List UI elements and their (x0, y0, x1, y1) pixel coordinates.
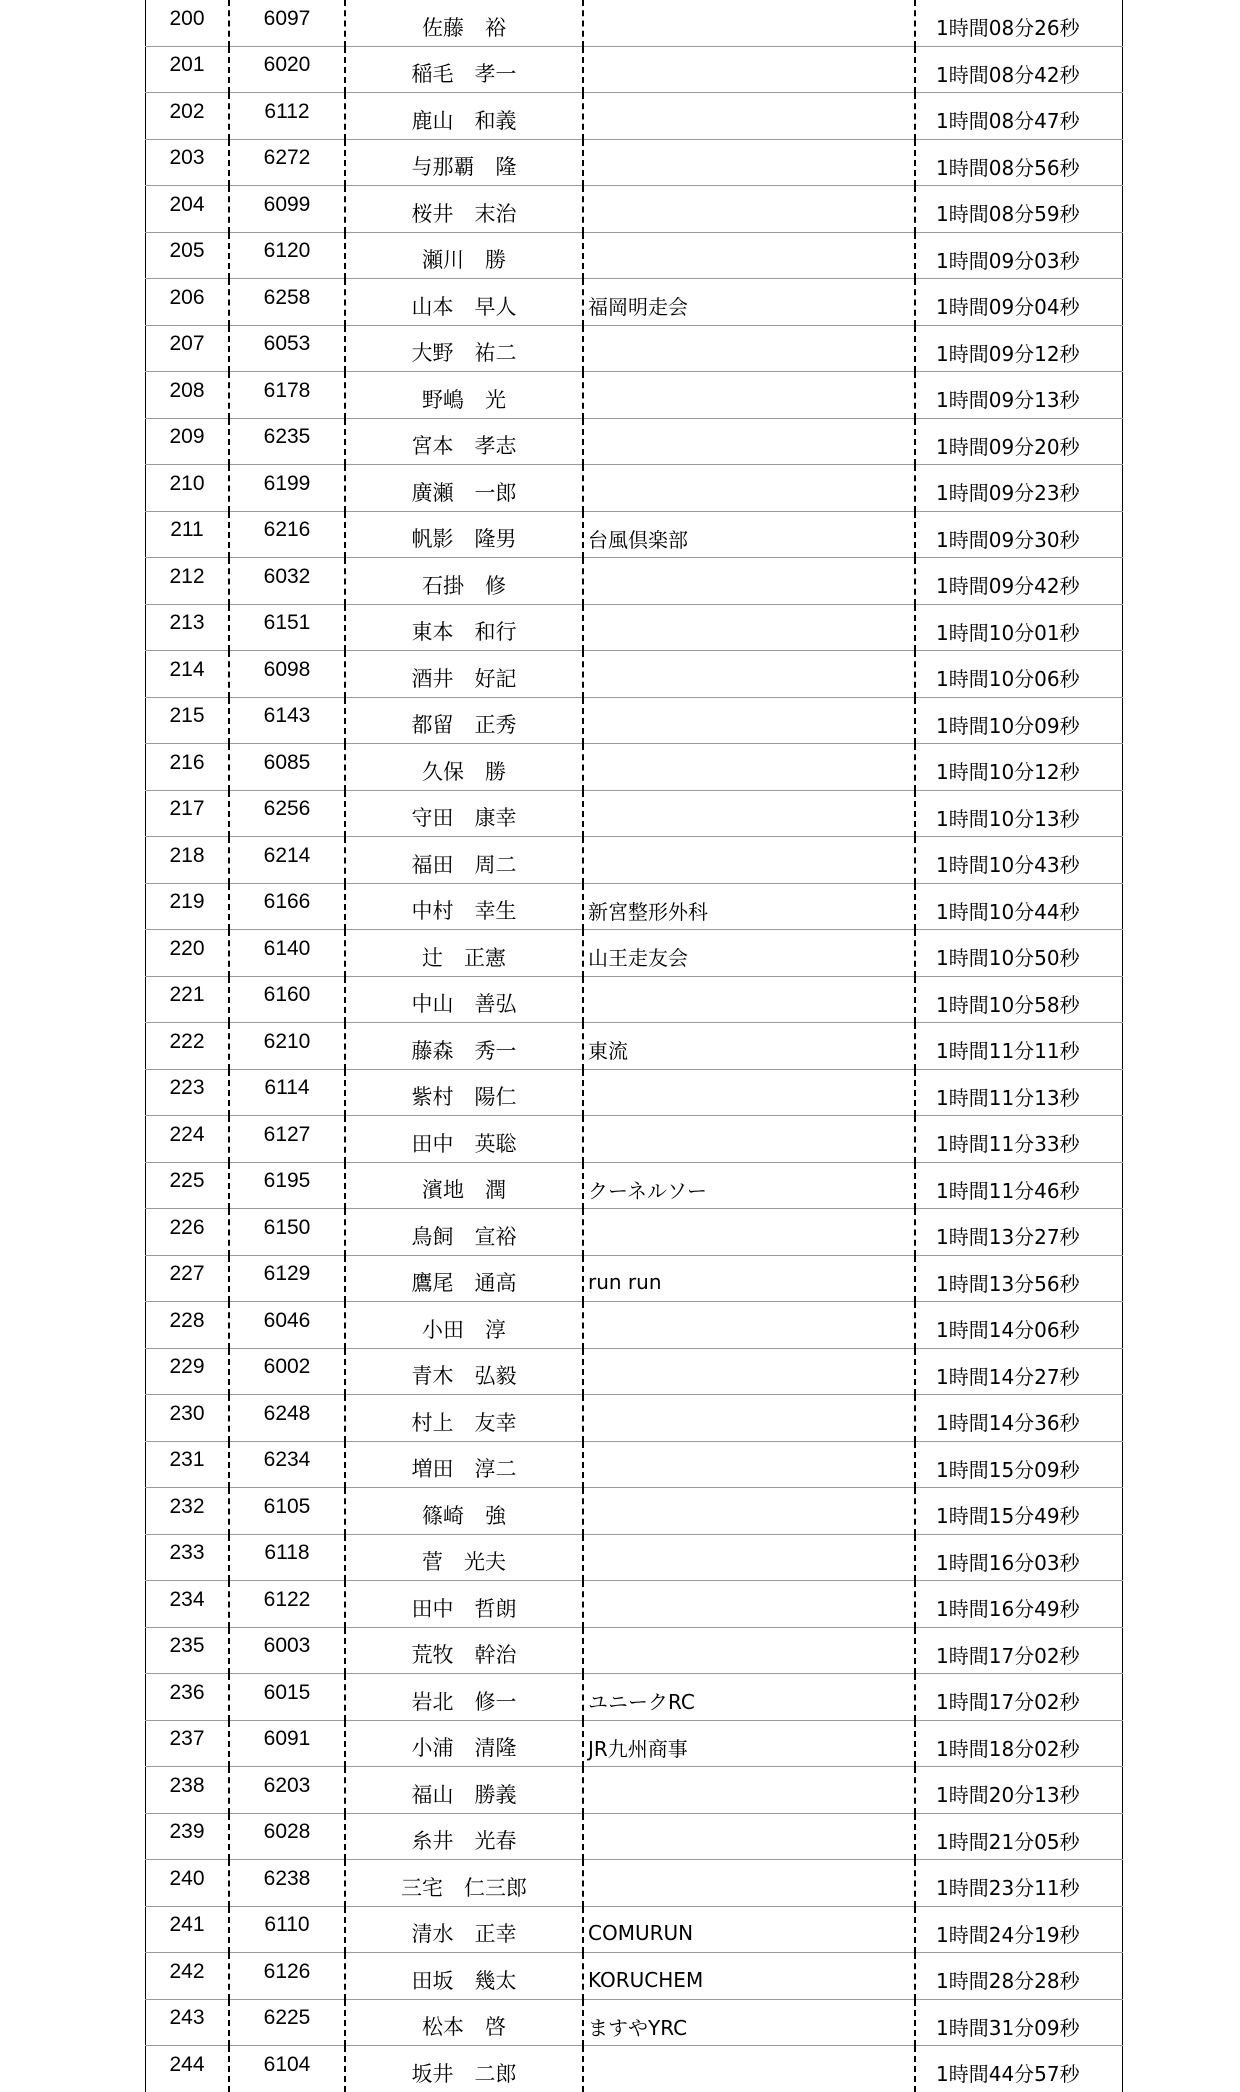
club-cell (583, 139, 915, 186)
rank-cell: 242 (146, 1953, 230, 2000)
finish-time-cell: 1時間11分13秒 (915, 1069, 1123, 1116)
bib-cell: 6225 (229, 1999, 345, 2046)
club-cell: COMURUN (583, 1906, 915, 1953)
bib-cell: 6150 (229, 1209, 345, 1256)
bib-cell: 6032 (229, 558, 345, 605)
rank-cell: 216 (146, 744, 230, 791)
runner-name-cell: 村上 友幸 (345, 1395, 583, 1442)
runner-name-cell: 篠崎 強 (345, 1488, 583, 1535)
table-row (146, 604, 1123, 651)
table-row (146, 837, 1123, 884)
runner-name-cell: 宮本 孝志 (345, 418, 583, 465)
bib-cell: 6235 (229, 418, 345, 465)
finish-time-cell: 1時間14分27秒 (915, 1348, 1123, 1395)
rank-cell: 226 (146, 1209, 230, 1256)
runner-name-cell: 小浦 清隆 (345, 1720, 583, 1767)
runner-name-cell: 大野 祐二 (345, 325, 583, 372)
rank-cell: 200 (146, 0, 230, 46)
bib-cell: 6140 (229, 930, 345, 977)
finish-time-cell: 1時間44分57秒 (915, 2046, 1123, 2092)
finish-time-cell: 1時間09分42秒 (915, 558, 1123, 605)
rank-cell: 219 (146, 883, 230, 930)
table-row (146, 558, 1123, 605)
bib-cell: 6195 (229, 1162, 345, 1209)
club-cell (583, 46, 915, 93)
finish-time-cell: 1時間10分58秒 (915, 976, 1123, 1023)
club-cell (583, 2046, 915, 2092)
runner-name-cell: 荒牧 幹治 (345, 1627, 583, 1674)
bib-cell: 6098 (229, 651, 345, 698)
runner-name-cell: 東本 和行 (345, 604, 583, 651)
runner-name-cell: 糸井 光春 (345, 1813, 583, 1860)
bib-cell: 6046 (229, 1302, 345, 1349)
finish-time-cell: 1時間23分11秒 (915, 1860, 1123, 1907)
table-row (146, 1813, 1123, 1860)
club-cell (583, 1069, 915, 1116)
table-row (146, 1209, 1123, 1256)
rank-cell: 228 (146, 1302, 230, 1349)
runner-name-cell: 桜井 末治 (345, 186, 583, 233)
bib-cell: 6003 (229, 1627, 345, 1674)
bib-cell: 6053 (229, 325, 345, 372)
bib-cell: 6214 (229, 837, 345, 884)
club-cell: ユニークRC (583, 1674, 915, 1721)
runner-name-cell: 山本 早人 (345, 279, 583, 326)
table-row (146, 465, 1123, 512)
bib-cell: 6248 (229, 1395, 345, 1442)
runner-name-cell: 紫村 陽仁 (345, 1069, 583, 1116)
table-row (146, 651, 1123, 698)
bib-cell: 6091 (229, 1720, 345, 1767)
runner-name-cell: 中山 善弘 (345, 976, 583, 1023)
runner-name-cell: 瀬川 勝 (345, 232, 583, 279)
bib-cell: 6114 (229, 1069, 345, 1116)
club-cell (583, 651, 915, 698)
runner-name-cell: 石掛 修 (345, 558, 583, 605)
finish-time-cell: 1時間31分09秒 (915, 1999, 1123, 2046)
club-cell (583, 1767, 915, 1814)
club-cell: 福岡明走会 (583, 279, 915, 326)
rank-cell: 210 (146, 465, 230, 512)
rank-cell: 209 (146, 418, 230, 465)
finish-time-cell: 1時間15分09秒 (915, 1441, 1123, 1488)
rank-cell: 220 (146, 930, 230, 977)
rank-cell: 238 (146, 1767, 230, 1814)
finish-time-cell: 1時間11分33秒 (915, 1116, 1123, 1163)
club-cell (583, 1534, 915, 1581)
runner-name-cell: 福山 勝義 (345, 1767, 583, 1814)
rank-cell: 241 (146, 1906, 230, 1953)
table-row (146, 0, 1123, 46)
runner-name-cell: 三宅 仁三郎 (345, 1860, 583, 1907)
table-row (146, 883, 1123, 930)
bib-cell: 6122 (229, 1581, 345, 1628)
runner-name-cell: 酒井 好記 (345, 651, 583, 698)
table-row (146, 1302, 1123, 1349)
club-cell (583, 232, 915, 279)
club-cell (583, 976, 915, 1023)
club-cell: 山王走友会 (583, 930, 915, 977)
table-row (146, 1069, 1123, 1116)
rank-cell: 214 (146, 651, 230, 698)
rank-cell: 243 (146, 1999, 230, 2046)
table-row (146, 697, 1123, 744)
bib-cell: 6104 (229, 2046, 345, 2092)
bib-cell: 6258 (229, 279, 345, 326)
club-cell (583, 1488, 915, 1535)
rank-cell: 203 (146, 139, 230, 186)
table-row (146, 976, 1123, 1023)
results-table (145, 0, 1123, 2092)
bib-cell: 6105 (229, 1488, 345, 1535)
table-row (146, 418, 1123, 465)
rank-cell: 232 (146, 1488, 230, 1535)
rank-cell: 223 (146, 1069, 230, 1116)
rank-cell: 230 (146, 1395, 230, 1442)
bib-cell: 6256 (229, 790, 345, 837)
bib-cell: 6234 (229, 1441, 345, 1488)
bib-cell: 6272 (229, 139, 345, 186)
rank-cell: 207 (146, 325, 230, 372)
club-cell (583, 93, 915, 140)
finish-time-cell: 1時間10分06秒 (915, 651, 1123, 698)
table-row (146, 1116, 1123, 1163)
club-cell (583, 418, 915, 465)
finish-time-cell: 1時間13分27秒 (915, 1209, 1123, 1256)
finish-time-cell: 1時間09分13秒 (915, 372, 1123, 419)
club-cell (583, 1860, 915, 1907)
bib-cell: 6099 (229, 186, 345, 233)
club-cell: JR九州商事 (583, 1720, 915, 1767)
table-row (146, 93, 1123, 140)
table-row (146, 1348, 1123, 1395)
rank-cell: 205 (146, 232, 230, 279)
runner-name-cell: 鹿山 和義 (345, 93, 583, 140)
runner-name-cell: 鷹尾 通高 (345, 1255, 583, 1302)
runner-name-cell: 菅 光夫 (345, 1534, 583, 1581)
runner-name-cell: 田中 哲朗 (345, 1581, 583, 1628)
finish-time-cell: 1時間13分56秒 (915, 1255, 1123, 1302)
finish-time-cell: 1時間16分49秒 (915, 1581, 1123, 1628)
runner-name-cell: 鳥飼 宣裕 (345, 1209, 583, 1256)
rank-cell: 233 (146, 1534, 230, 1581)
finish-time-cell: 1時間20分13秒 (915, 1767, 1123, 1814)
table-row (146, 1627, 1123, 1674)
rank-cell: 231 (146, 1441, 230, 1488)
bib-cell: 6085 (229, 744, 345, 791)
finish-time-cell: 1時間10分44秒 (915, 883, 1123, 930)
rank-cell: 211 (146, 511, 230, 558)
rank-cell: 234 (146, 1581, 230, 1628)
club-cell: 東流 (583, 1023, 915, 1070)
club-cell (583, 697, 915, 744)
club-cell: 台風倶楽部 (583, 511, 915, 558)
club-cell (583, 837, 915, 884)
runner-name-cell: 小田 淳 (345, 1302, 583, 1349)
runner-name-cell: 岩北 修一 (345, 1674, 583, 1721)
finish-time-cell: 1時間10分13秒 (915, 790, 1123, 837)
bib-cell: 6151 (229, 604, 345, 651)
table-row (146, 1441, 1123, 1488)
runner-name-cell: 稲毛 孝一 (345, 46, 583, 93)
rank-cell: 229 (146, 1348, 230, 1395)
rank-cell: 212 (146, 558, 230, 605)
club-cell (583, 1581, 915, 1628)
runner-name-cell: 辻 正憲 (345, 930, 583, 977)
club-cell (583, 1209, 915, 1256)
finish-time-cell: 1時間08分56秒 (915, 139, 1123, 186)
table-row (146, 1860, 1123, 1907)
bib-cell: 6127 (229, 1116, 345, 1163)
table-row (146, 1999, 1123, 2046)
finish-time-cell: 1時間08分26秒 (915, 0, 1123, 46)
club-cell (583, 1627, 915, 1674)
runner-name-cell: 佐藤 裕 (345, 0, 583, 46)
runner-name-cell: 藤森 秀一 (345, 1023, 583, 1070)
finish-time-cell: 1時間10分09秒 (915, 697, 1123, 744)
rank-cell: 208 (146, 372, 230, 419)
finish-time-cell: 1時間09分03秒 (915, 232, 1123, 279)
rank-cell: 215 (146, 697, 230, 744)
rank-cell: 236 (146, 1674, 230, 1721)
club-cell (583, 1302, 915, 1349)
finish-time-cell: 1時間21分05秒 (915, 1813, 1123, 1860)
table-row (146, 1162, 1123, 1209)
table-row (146, 1581, 1123, 1628)
table-row (146, 46, 1123, 93)
rank-cell: 227 (146, 1255, 230, 1302)
table-row (146, 1395, 1123, 1442)
club-cell: 新宮整形外科 (583, 883, 915, 930)
finish-time-cell: 1時間15分49秒 (915, 1488, 1123, 1535)
club-cell: クーネルソー (583, 1162, 915, 1209)
table-row (146, 186, 1123, 233)
club-cell (583, 1116, 915, 1163)
table-row (146, 139, 1123, 186)
table-row (146, 744, 1123, 791)
runner-name-cell: 濱地 潤 (345, 1162, 583, 1209)
runner-name-cell: 田坂 幾太 (345, 1953, 583, 2000)
rank-cell: 237 (146, 1720, 230, 1767)
runner-name-cell: 野嶋 光 (345, 372, 583, 419)
runner-name-cell: 帆影 隆男 (345, 511, 583, 558)
table-row (146, 930, 1123, 977)
runner-name-cell: 坂井 二郎 (345, 2046, 583, 2092)
runner-name-cell: 青木 弘毅 (345, 1348, 583, 1395)
table-row (146, 511, 1123, 558)
finish-time-cell: 1時間14分06秒 (915, 1302, 1123, 1349)
bib-cell: 6110 (229, 1906, 345, 1953)
bib-cell: 6129 (229, 1255, 345, 1302)
rank-cell: 202 (146, 93, 230, 140)
rank-cell: 204 (146, 186, 230, 233)
finish-time-cell: 1時間11分11秒 (915, 1023, 1123, 1070)
club-cell (583, 325, 915, 372)
finish-time-cell: 1時間10分43秒 (915, 837, 1123, 884)
rank-cell: 201 (146, 46, 230, 93)
club-cell (583, 1348, 915, 1395)
rank-cell: 224 (146, 1116, 230, 1163)
club-cell: KORUCHEM (583, 1953, 915, 2000)
club-cell (583, 0, 915, 46)
club-cell (583, 1441, 915, 1488)
finish-time-cell: 1時間14分36秒 (915, 1395, 1123, 1442)
bib-cell: 6112 (229, 93, 345, 140)
club-cell (583, 1395, 915, 1442)
bib-cell: 6216 (229, 511, 345, 558)
bib-cell: 6097 (229, 0, 345, 46)
bib-cell: 6199 (229, 465, 345, 512)
club-cell: ますやYRC (583, 1999, 915, 2046)
rank-cell: 240 (146, 1860, 230, 1907)
rank-cell: 235 (146, 1627, 230, 1674)
runner-name-cell: 中村 幸生 (345, 883, 583, 930)
table-row (146, 1488, 1123, 1535)
runner-name-cell: 守田 康幸 (345, 790, 583, 837)
rank-cell: 239 (146, 1813, 230, 1860)
runner-name-cell: 松本 啓 (345, 1999, 583, 2046)
finish-time-cell: 1時間17分02秒 (915, 1627, 1123, 1674)
club-cell (583, 186, 915, 233)
bib-cell: 6203 (229, 1767, 345, 1814)
table-row (146, 1255, 1123, 1302)
table-row (146, 325, 1123, 372)
table-row (146, 1674, 1123, 1721)
rank-cell: 221 (146, 976, 230, 1023)
club-cell (583, 372, 915, 419)
finish-time-cell: 1時間08分47秒 (915, 93, 1123, 140)
bib-cell: 6238 (229, 1860, 345, 1907)
club-cell (583, 790, 915, 837)
bib-cell: 6015 (229, 1674, 345, 1721)
bib-cell: 6120 (229, 232, 345, 279)
finish-time-cell: 1時間08分59秒 (915, 186, 1123, 233)
finish-time-cell: 1時間10分12秒 (915, 744, 1123, 791)
table-row (146, 372, 1123, 419)
finish-time-cell: 1時間09分20秒 (915, 418, 1123, 465)
finish-time-cell: 1時間18分02秒 (915, 1720, 1123, 1767)
finish-time-cell: 1時間09分04秒 (915, 279, 1123, 326)
runner-name-cell: 清水 正幸 (345, 1906, 583, 1953)
club-cell: run run (583, 1255, 915, 1302)
finish-time-cell: 1時間08分42秒 (915, 46, 1123, 93)
club-cell (583, 558, 915, 605)
finish-time-cell: 1時間09分23秒 (915, 465, 1123, 512)
table-row (146, 1720, 1123, 1767)
runner-name-cell: 福田 周二 (345, 837, 583, 884)
bib-cell: 6002 (229, 1348, 345, 1395)
bib-cell: 6020 (229, 46, 345, 93)
finish-time-cell: 1時間16分03秒 (915, 1534, 1123, 1581)
bib-cell: 6126 (229, 1953, 345, 2000)
table-row (146, 1023, 1123, 1070)
rank-cell: 217 (146, 790, 230, 837)
finish-time-cell: 1時間11分46秒 (915, 1162, 1123, 1209)
finish-time-cell: 1時間28分28秒 (915, 1953, 1123, 2000)
club-cell (583, 465, 915, 512)
finish-time-cell: 1時間09分30秒 (915, 511, 1123, 558)
club-cell (583, 744, 915, 791)
table-row (146, 1953, 1123, 2000)
finish-time-cell: 1時間24分19秒 (915, 1906, 1123, 1953)
finish-time-cell: 1時間10分01秒 (915, 604, 1123, 651)
bib-cell: 6160 (229, 976, 345, 1023)
table-row (146, 279, 1123, 326)
table-row (146, 1767, 1123, 1814)
runner-name-cell: 久保 勝 (345, 744, 583, 791)
finish-time-cell: 1時間17分02秒 (915, 1674, 1123, 1721)
runner-name-cell: 田中 英聡 (345, 1116, 583, 1163)
bib-cell: 6166 (229, 883, 345, 930)
table-row (146, 232, 1123, 279)
table-row (146, 790, 1123, 837)
rank-cell: 222 (146, 1023, 230, 1070)
runner-name-cell: 都留 正秀 (345, 697, 583, 744)
table-row (146, 1534, 1123, 1581)
rank-cell: 206 (146, 279, 230, 326)
finish-time-cell: 1時間09分12秒 (915, 325, 1123, 372)
rank-cell: 225 (146, 1162, 230, 1209)
bib-cell: 6178 (229, 372, 345, 419)
bib-cell: 6028 (229, 1813, 345, 1860)
runner-name-cell: 増田 淳二 (345, 1441, 583, 1488)
table-row (146, 2046, 1123, 2092)
finish-time-cell: 1時間10分50秒 (915, 930, 1123, 977)
bib-cell: 6210 (229, 1023, 345, 1070)
results-body (146, 0, 1123, 2092)
rank-cell: 244 (146, 2046, 230, 2092)
runner-name-cell: 与那覇 隆 (345, 139, 583, 186)
rank-cell: 213 (146, 604, 230, 651)
table-row (146, 1906, 1123, 1953)
bib-cell: 6118 (229, 1534, 345, 1581)
club-cell (583, 604, 915, 651)
club-cell (583, 1813, 915, 1860)
runner-name-cell: 廣瀬 一郎 (345, 465, 583, 512)
rank-cell: 218 (146, 837, 230, 884)
bib-cell: 6143 (229, 697, 345, 744)
